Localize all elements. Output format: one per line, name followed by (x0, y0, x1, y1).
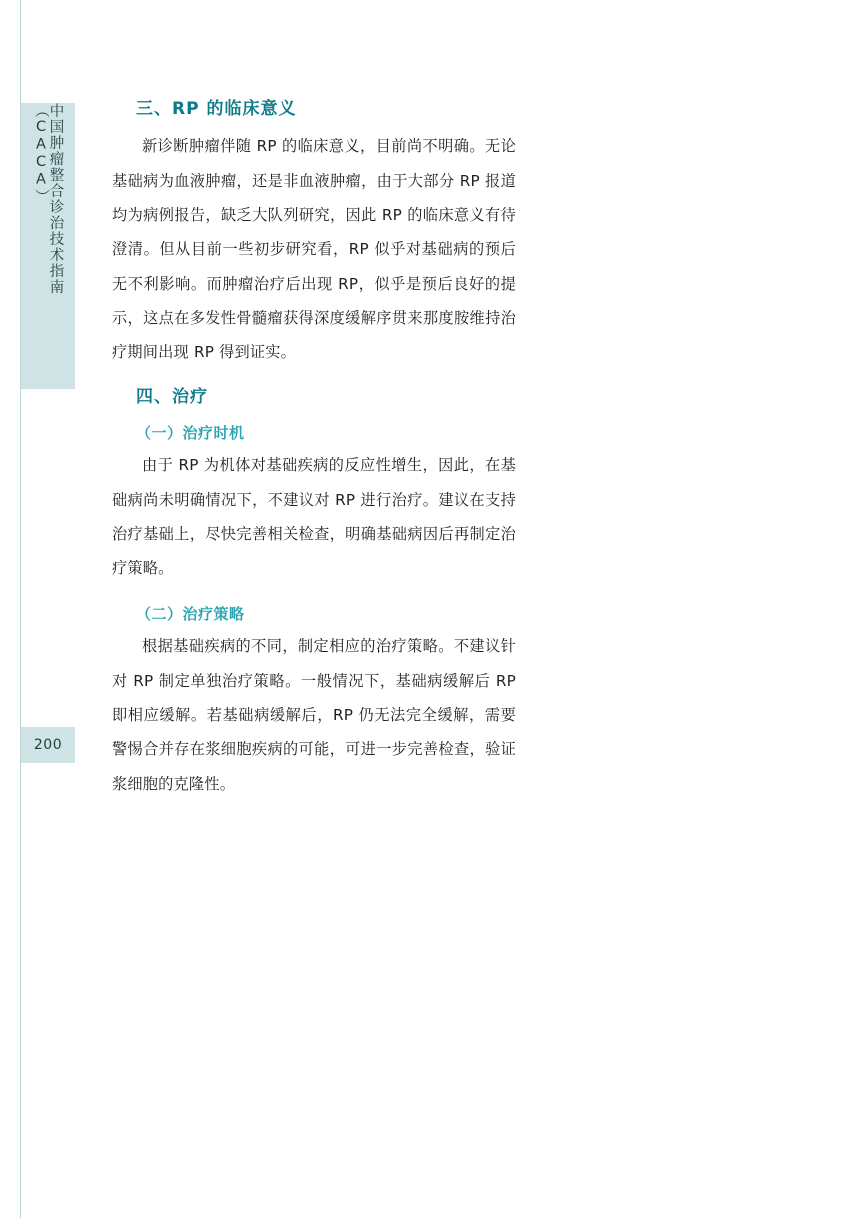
running-head-text: 中国肿瘤整合诊治技术指南（CACA） (33, 103, 64, 295)
subsection-heading-4-2: （二）治疗策略 (136, 604, 245, 623)
subsection-heading-4-1: （一）治疗时机 (136, 423, 245, 442)
page-number-text: 200 (33, 737, 63, 753)
running-head-tab (21, 103, 75, 389)
subsection-4-2-paragraph-1: 根据基础疾病的不同，制定相应的治疗策略。不建议针对 RP 制定单独治疗策略。一般情况下，基础病缓解后 RP 即相应缓解。若基础病缓解后，RP 仍无法完全缓解，需要警惕合并存在浆细胞疾病的可能，可进一步完善检查，验证浆细胞的克隆性。 (112, 637, 516, 793)
section-heading-3: 三、RP 的临床意义 (136, 99, 297, 119)
section-3-paragraph-1: 新诊断肿瘤伴随 RP 的临床意义，目前尚不明确。无论基础病为血液肿瘤，还是非血液肿瘤，由于大部分 RP 报道均为病例报告，缺乏大队列研究，因此 RP 的临床意义有待澄清。但从目前一些初步研究看，RP 似乎对基础病的预后无不利影响。而肿瘤治疗后出现 RP，似乎是预后良好的提示，这点在多发性骨髓瘤获得深度缓解序贯来那度胺维持治疗期间出现 RP 得到证实。 (112, 137, 516, 362)
subsection-4-1-paragraph-1: 由于 RP 为机体对基础疾病的反应性增生，因此，在基础病尚未明确情况下，不建议对 RP 进行治疗。建议在支持治疗基础上，尽快完善相关检查，明确基础病因后再制定治疗策略。 (112, 456, 516, 578)
page-number (21, 727, 75, 763)
text-column (112, 96, 516, 803)
section-heading-4: 四、治疗 (136, 386, 208, 407)
